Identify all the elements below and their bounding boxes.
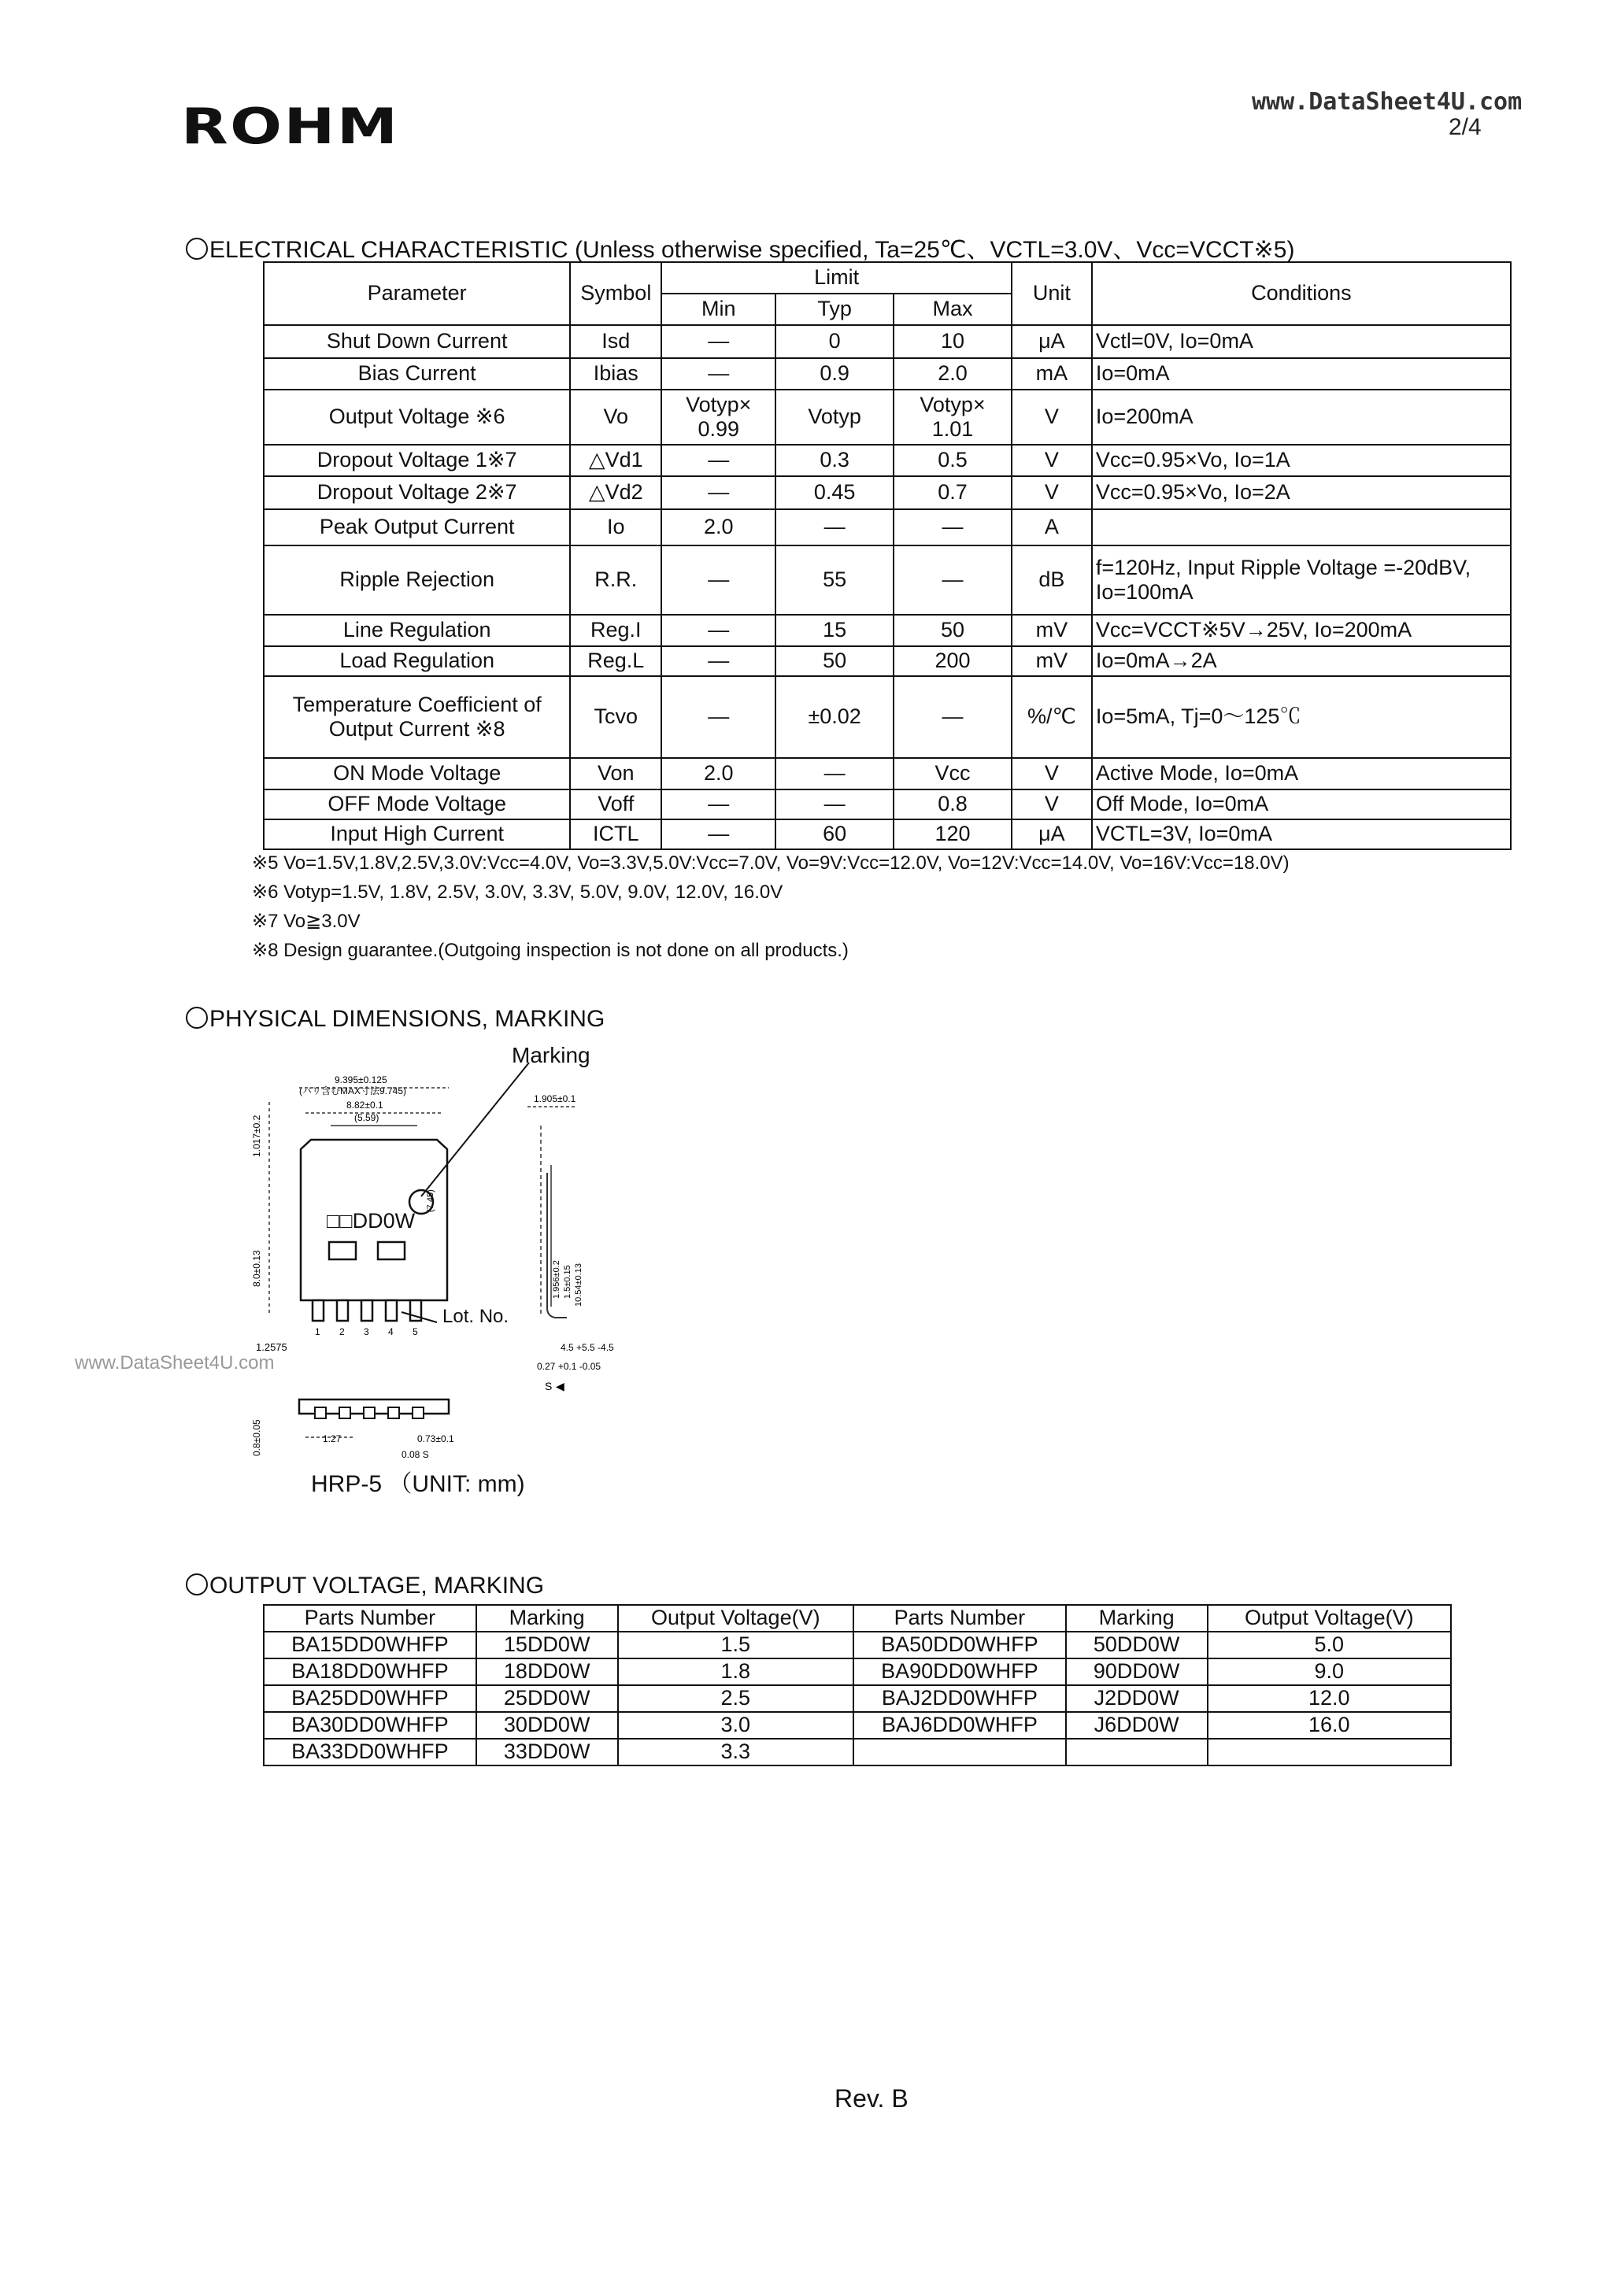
dim-left-pitch: 1.2575: [256, 1341, 287, 1353]
lead: [339, 1407, 350, 1418]
arrow-left-icon: ◀: [556, 1380, 564, 1392]
cell-unit: V: [1012, 445, 1092, 476]
cell-cond: Off Mode, Io=0mA: [1092, 789, 1511, 819]
revision: Rev. B: [835, 2084, 909, 2113]
table-row: [264, 509, 1511, 545]
lead: [386, 1300, 397, 1321]
cell-unit: dB: [1012, 545, 1092, 615]
watermark: www.DataSheet4U.com: [75, 1352, 275, 1374]
cell-part: [853, 1739, 1066, 1765]
cell-min: —: [661, 789, 775, 819]
hdr-parts-number: Parts Number: [853, 1605, 1066, 1632]
cell-typ: 0: [775, 325, 894, 358]
cell-unit: mV: [1012, 646, 1092, 676]
cell-marking: [1066, 1739, 1208, 1765]
physical-title-row: [186, 1006, 605, 1033]
table-row: [264, 1658, 1451, 1685]
table-row: [264, 325, 1511, 358]
cell-min: 2.0: [661, 509, 775, 545]
cell-cond: Io=5mA, Tj=0～125℃: [1092, 676, 1511, 758]
dim-bottom-s: 0.08 S: [402, 1449, 429, 1460]
cell-max: 0.8: [894, 789, 1012, 819]
cell-symbol: ICTL: [570, 819, 661, 849]
cell-symbol: Tcvo: [570, 676, 661, 758]
cell-typ: 50: [775, 646, 894, 676]
cell-min: —: [661, 819, 775, 849]
pin-number: 2: [339, 1326, 345, 1337]
table-row: [264, 445, 1511, 476]
cell-unit: mV: [1012, 615, 1092, 646]
cell-voltage: 12.0: [1208, 1685, 1451, 1712]
cell-symbol: △Vd1: [570, 445, 661, 476]
dim-angle: 4.5 +5.5 -4.5: [561, 1342, 614, 1353]
footnote: ※7 Vo≧3.0V: [252, 911, 361, 932]
cell-typ: —: [775, 789, 894, 819]
cell-unit: %/℃: [1012, 676, 1092, 758]
cell-min: —: [661, 445, 775, 476]
cell-param: ON Mode Voltage: [264, 758, 570, 789]
cell-typ: —: [775, 509, 894, 545]
hdr-parts-number: Parts Number: [264, 1605, 476, 1632]
cell-part: BA30DD0WHFP: [264, 1712, 476, 1739]
lead: [337, 1300, 348, 1321]
cell-cond: f=120Hz, Input Ripple Voltage =-20dBV, Io=100mA: [1092, 545, 1511, 615]
cell-min: Votyp× 0.99: [661, 390, 775, 445]
cell-typ: 0.3: [775, 445, 894, 476]
output-title: OUTPUT VOLTAGE, MARKING: [209, 1573, 545, 1599]
hdr-min: Min: [661, 294, 775, 325]
cell-unit: V: [1012, 789, 1092, 819]
cell-typ: ±0.02: [775, 676, 894, 758]
dim-side-b: 1.956±0.2: [552, 1260, 561, 1299]
cell-unit: A: [1012, 509, 1092, 545]
dim-side-top: 1.905±0.1: [534, 1093, 576, 1104]
footnote: ※8 Design guarantee.(Outgoing inspection is not done on all products.): [252, 940, 849, 961]
cell-unit: V: [1012, 390, 1092, 445]
cell-typ: 15: [775, 615, 894, 646]
cell-part: BA25DD0WHFP: [264, 1685, 476, 1712]
dim-height-low: 0.8±0.05: [251, 1419, 262, 1456]
cell-symbol: Reg.I: [570, 615, 661, 646]
cell-max: 2.0: [894, 358, 1012, 390]
dim-thick: 0.27 +0.1 -0.05: [537, 1361, 601, 1372]
cell-symbol: Reg.L: [570, 646, 661, 676]
table-row: [264, 1632, 1451, 1658]
chip-marking: □□DD0W: [327, 1209, 416, 1233]
cell-param: Bias Current: [264, 358, 570, 390]
cell-max: —: [894, 509, 1012, 545]
cell-voltage: 1.5: [618, 1632, 853, 1658]
lead: [413, 1407, 424, 1418]
cell-marking: 25DD0W: [476, 1685, 618, 1712]
dim-bottom-pitch: 1.27: [323, 1433, 342, 1444]
package-drawing: [236, 1055, 677, 1464]
cell-param: Output Voltage ※6: [264, 390, 570, 445]
dim-left-top: 1.017±0.2: [251, 1115, 262, 1157]
cell-max: 0.5: [894, 445, 1012, 476]
cell-voltage: 9.0: [1208, 1658, 1451, 1685]
cell-min: —: [661, 325, 775, 358]
output-title-row: [186, 1573, 544, 1599]
cell-typ: 0.9: [775, 358, 894, 390]
hdr-output-voltage: Output Voltage(V): [1208, 1605, 1451, 1632]
physical-title: PHYSICAL DIMENSIONS, MARKING: [209, 1006, 605, 1032]
dim-top-width: 9.395±0.125: [335, 1074, 387, 1085]
cell-unit: μA: [1012, 325, 1092, 358]
cell-voltage: 5.0: [1208, 1632, 1451, 1658]
cell-max: 50: [894, 615, 1012, 646]
cell-voltage: 2.5: [618, 1685, 853, 1712]
cell-symbol: Vo: [570, 390, 661, 445]
table-row: [264, 390, 1511, 445]
lead: [388, 1407, 399, 1418]
lead: [313, 1300, 324, 1321]
cell-marking: J2DD0W: [1066, 1685, 1208, 1712]
cell-typ: Votyp: [775, 390, 894, 445]
cell-cond: Vcc=0.95×Vo, Io=1A: [1092, 445, 1511, 476]
cell-param: Peak Output Current: [264, 509, 570, 545]
cell-symbol: R.R.: [570, 545, 661, 615]
cell-unit: mA: [1012, 358, 1092, 390]
circle-bullet-icon: [186, 1573, 208, 1595]
dim-s-mark: S: [545, 1380, 553, 1392]
cell-min: 2.0: [661, 758, 775, 789]
cell-part: BA33DD0WHFP: [264, 1739, 476, 1765]
cell-min: —: [661, 545, 775, 615]
cell-max: Vcc: [894, 758, 1012, 789]
circle-bullet-icon: [186, 238, 208, 260]
cell-part: BAJ6DD0WHFP: [853, 1712, 1066, 1739]
cell-cond: Io=0mA: [1092, 358, 1511, 390]
table-row: [264, 819, 1511, 849]
electrical-title: ELECTRICAL CHARACTERISTIC (Unless otherwise specified, Ta=25℃、VCTL=3.0V、Vcc=VCCT※5): [209, 237, 1295, 263]
circle-bullet-icon: [186, 1007, 208, 1029]
cell-symbol: Isd: [570, 325, 661, 358]
cell-min: —: [661, 646, 775, 676]
marking-label: Marking: [512, 1043, 590, 1067]
table-row: [264, 358, 1511, 390]
dim-bottom-lead: 0.73±0.1: [417, 1433, 454, 1444]
table-row: [264, 1712, 1451, 1739]
cell-voltage: 16.0: [1208, 1712, 1451, 1739]
cell-part: BA90DD0WHFP: [853, 1658, 1066, 1685]
hdr-marking: Marking: [476, 1605, 618, 1632]
lead: [315, 1407, 326, 1418]
page-number: 2/4: [1449, 114, 1482, 140]
cell-marking: J6DD0W: [1066, 1712, 1208, 1739]
cell-unit: V: [1012, 476, 1092, 509]
cell-typ: 60: [775, 819, 894, 849]
cell-marking: 50DD0W: [1066, 1632, 1208, 1658]
cell-param: Shut Down Current: [264, 325, 570, 358]
cell-param: Dropout Voltage 1※7: [264, 445, 570, 476]
cell-max: 0.7: [894, 476, 1012, 509]
package-label: HRP-5 （UNIT: mm): [311, 1471, 525, 1497]
pin-number: 1: [315, 1326, 320, 1337]
hdr-typ: Typ: [775, 294, 894, 325]
hdr-limit: Limit: [661, 262, 1012, 294]
cell-symbol: Ibias: [570, 358, 661, 390]
cell-part: BA18DD0WHFP: [264, 1658, 476, 1685]
cell-voltage: [1208, 1739, 1451, 1765]
cell-part: BA50DD0WHFP: [853, 1632, 1066, 1658]
cell-marking: 30DD0W: [476, 1712, 618, 1739]
cell-cond: Io=0mA→2A: [1092, 646, 1511, 676]
pin-number: 4: [388, 1326, 394, 1337]
cell-symbol: Von: [570, 758, 661, 789]
cell-voltage: 1.8: [618, 1658, 853, 1685]
footnote: ※6 Votyp=1.5V, 1.8V, 2.5V, 3.0V, 3.3V, 5.0V, 9.0V, 12.0V, 16.0V: [252, 882, 783, 903]
cell-max: 200: [894, 646, 1012, 676]
cell-min: —: [661, 676, 775, 758]
dim-side-c: 1.5±0.15: [563, 1265, 572, 1299]
cell-marking: 90DD0W: [1066, 1658, 1208, 1685]
hdr-unit: Unit: [1012, 262, 1092, 325]
hdr-conditions: Conditions: [1092, 262, 1511, 325]
table-row: [264, 646, 1511, 676]
hdr-output-voltage: Output Voltage(V): [618, 1605, 853, 1632]
cell-min: —: [661, 358, 775, 390]
cell-typ: 0.45: [775, 476, 894, 509]
output-table: [263, 1604, 1452, 1766]
cell-cond: Vcc=VCCT※5V→25V, Io=200mA: [1092, 615, 1511, 646]
site-url: www.DataSheet4U.com: [1252, 88, 1523, 116]
cell-part: BA15DD0WHFP: [264, 1632, 476, 1658]
cell-unit: μA: [1012, 819, 1092, 849]
cell-max: 120: [894, 819, 1012, 849]
marking-leader-line: [421, 1063, 529, 1196]
hdr-marking: Marking: [1066, 1605, 1208, 1632]
table-row: [264, 676, 1511, 758]
hdr-symbol: Symbol: [570, 262, 661, 325]
cell-symbol: △Vd2: [570, 476, 661, 509]
cell-param: Temperature Coefficient of Output Current ※8: [264, 676, 570, 758]
cell-max: 10: [894, 325, 1012, 358]
cell-symbol: Voff: [570, 789, 661, 819]
lead: [361, 1300, 372, 1321]
cell-typ: —: [775, 758, 894, 789]
cell-max: —: [894, 676, 1012, 758]
dim-inner-sub: (5.59): [354, 1112, 379, 1123]
table-row: [264, 789, 1511, 819]
pin-number: 5: [413, 1326, 418, 1337]
cell-marking: 33DD0W: [476, 1739, 618, 1765]
hdr-parameter: Parameter: [264, 262, 570, 325]
dim-note-jp: (バリ含むMAX寸法9.745): [299, 1085, 407, 1096]
cell-min: —: [661, 615, 775, 646]
cell-param: Dropout Voltage 2※7: [264, 476, 570, 509]
cell-symbol: Io: [570, 509, 661, 545]
pin-number: 3: [364, 1326, 369, 1337]
cell-cond: [1092, 509, 1511, 545]
cell-part: BAJ2DD0WHFP: [853, 1685, 1066, 1712]
cell-cond: Vctl=0V, Io=0mA: [1092, 325, 1511, 358]
footnote: ※5 Vo=1.5V,1.8V,2.5V,3.0V:Vcc=4.0V, Vo=3.3V,5.0V:Vcc=7.0V, Vo=9V:Vcc=12.0V, Vo=12V:Vcc=14.0V, Vo=16V:Vcc=18.0V): [252, 852, 1290, 874]
dim-left-body: 8.0±0.13: [251, 1250, 262, 1287]
cell-voltage: 3.0: [618, 1712, 853, 1739]
cell-min: —: [661, 476, 775, 509]
table-row: [264, 1739, 1451, 1765]
cell-cond: VCTL=3V, Io=0mA: [1092, 819, 1511, 849]
cell-cond: Vcc=0.95×Vo, Io=2A: [1092, 476, 1511, 509]
electrical-title-row: [186, 230, 1294, 264]
brand-logo: ROHM: [181, 98, 400, 155]
table-row: [264, 758, 1511, 789]
footnotes: [252, 849, 1290, 965]
cell-param: OFF Mode Voltage: [264, 789, 570, 819]
cell-param: Ripple Rejection: [264, 545, 570, 615]
cell-typ: 55: [775, 545, 894, 615]
hdr-max: Max: [894, 294, 1012, 325]
cell-max: —: [894, 545, 1012, 615]
cell-param: Input High Current: [264, 819, 570, 849]
cell-max: Votyp× 1.01: [894, 390, 1012, 445]
cell-unit: V: [1012, 758, 1092, 789]
dim-side-a: (7.45): [426, 1189, 435, 1212]
cell-cond: Active Mode, Io=0mA: [1092, 758, 1511, 789]
electrical-table: [263, 261, 1512, 850]
table-row: [264, 545, 1511, 615]
cell-marking: 18DD0W: [476, 1658, 618, 1685]
lot-label: Lot. No.: [442, 1306, 509, 1327]
lead: [364, 1407, 375, 1418]
cell-cond: Io=200mA: [1092, 390, 1511, 445]
dim-side-d: 10.54±0.13: [574, 1263, 583, 1307]
cell-param: Load Regulation: [264, 646, 570, 676]
table-row: [264, 476, 1511, 509]
cell-param: Line Regulation: [264, 615, 570, 646]
cell-marking: 15DD0W: [476, 1632, 618, 1658]
cell-voltage: 3.3: [618, 1739, 853, 1765]
dim-inner-width: 8.82±0.1: [346, 1100, 383, 1111]
table-row: [264, 1685, 1451, 1712]
table-row: [264, 615, 1511, 646]
